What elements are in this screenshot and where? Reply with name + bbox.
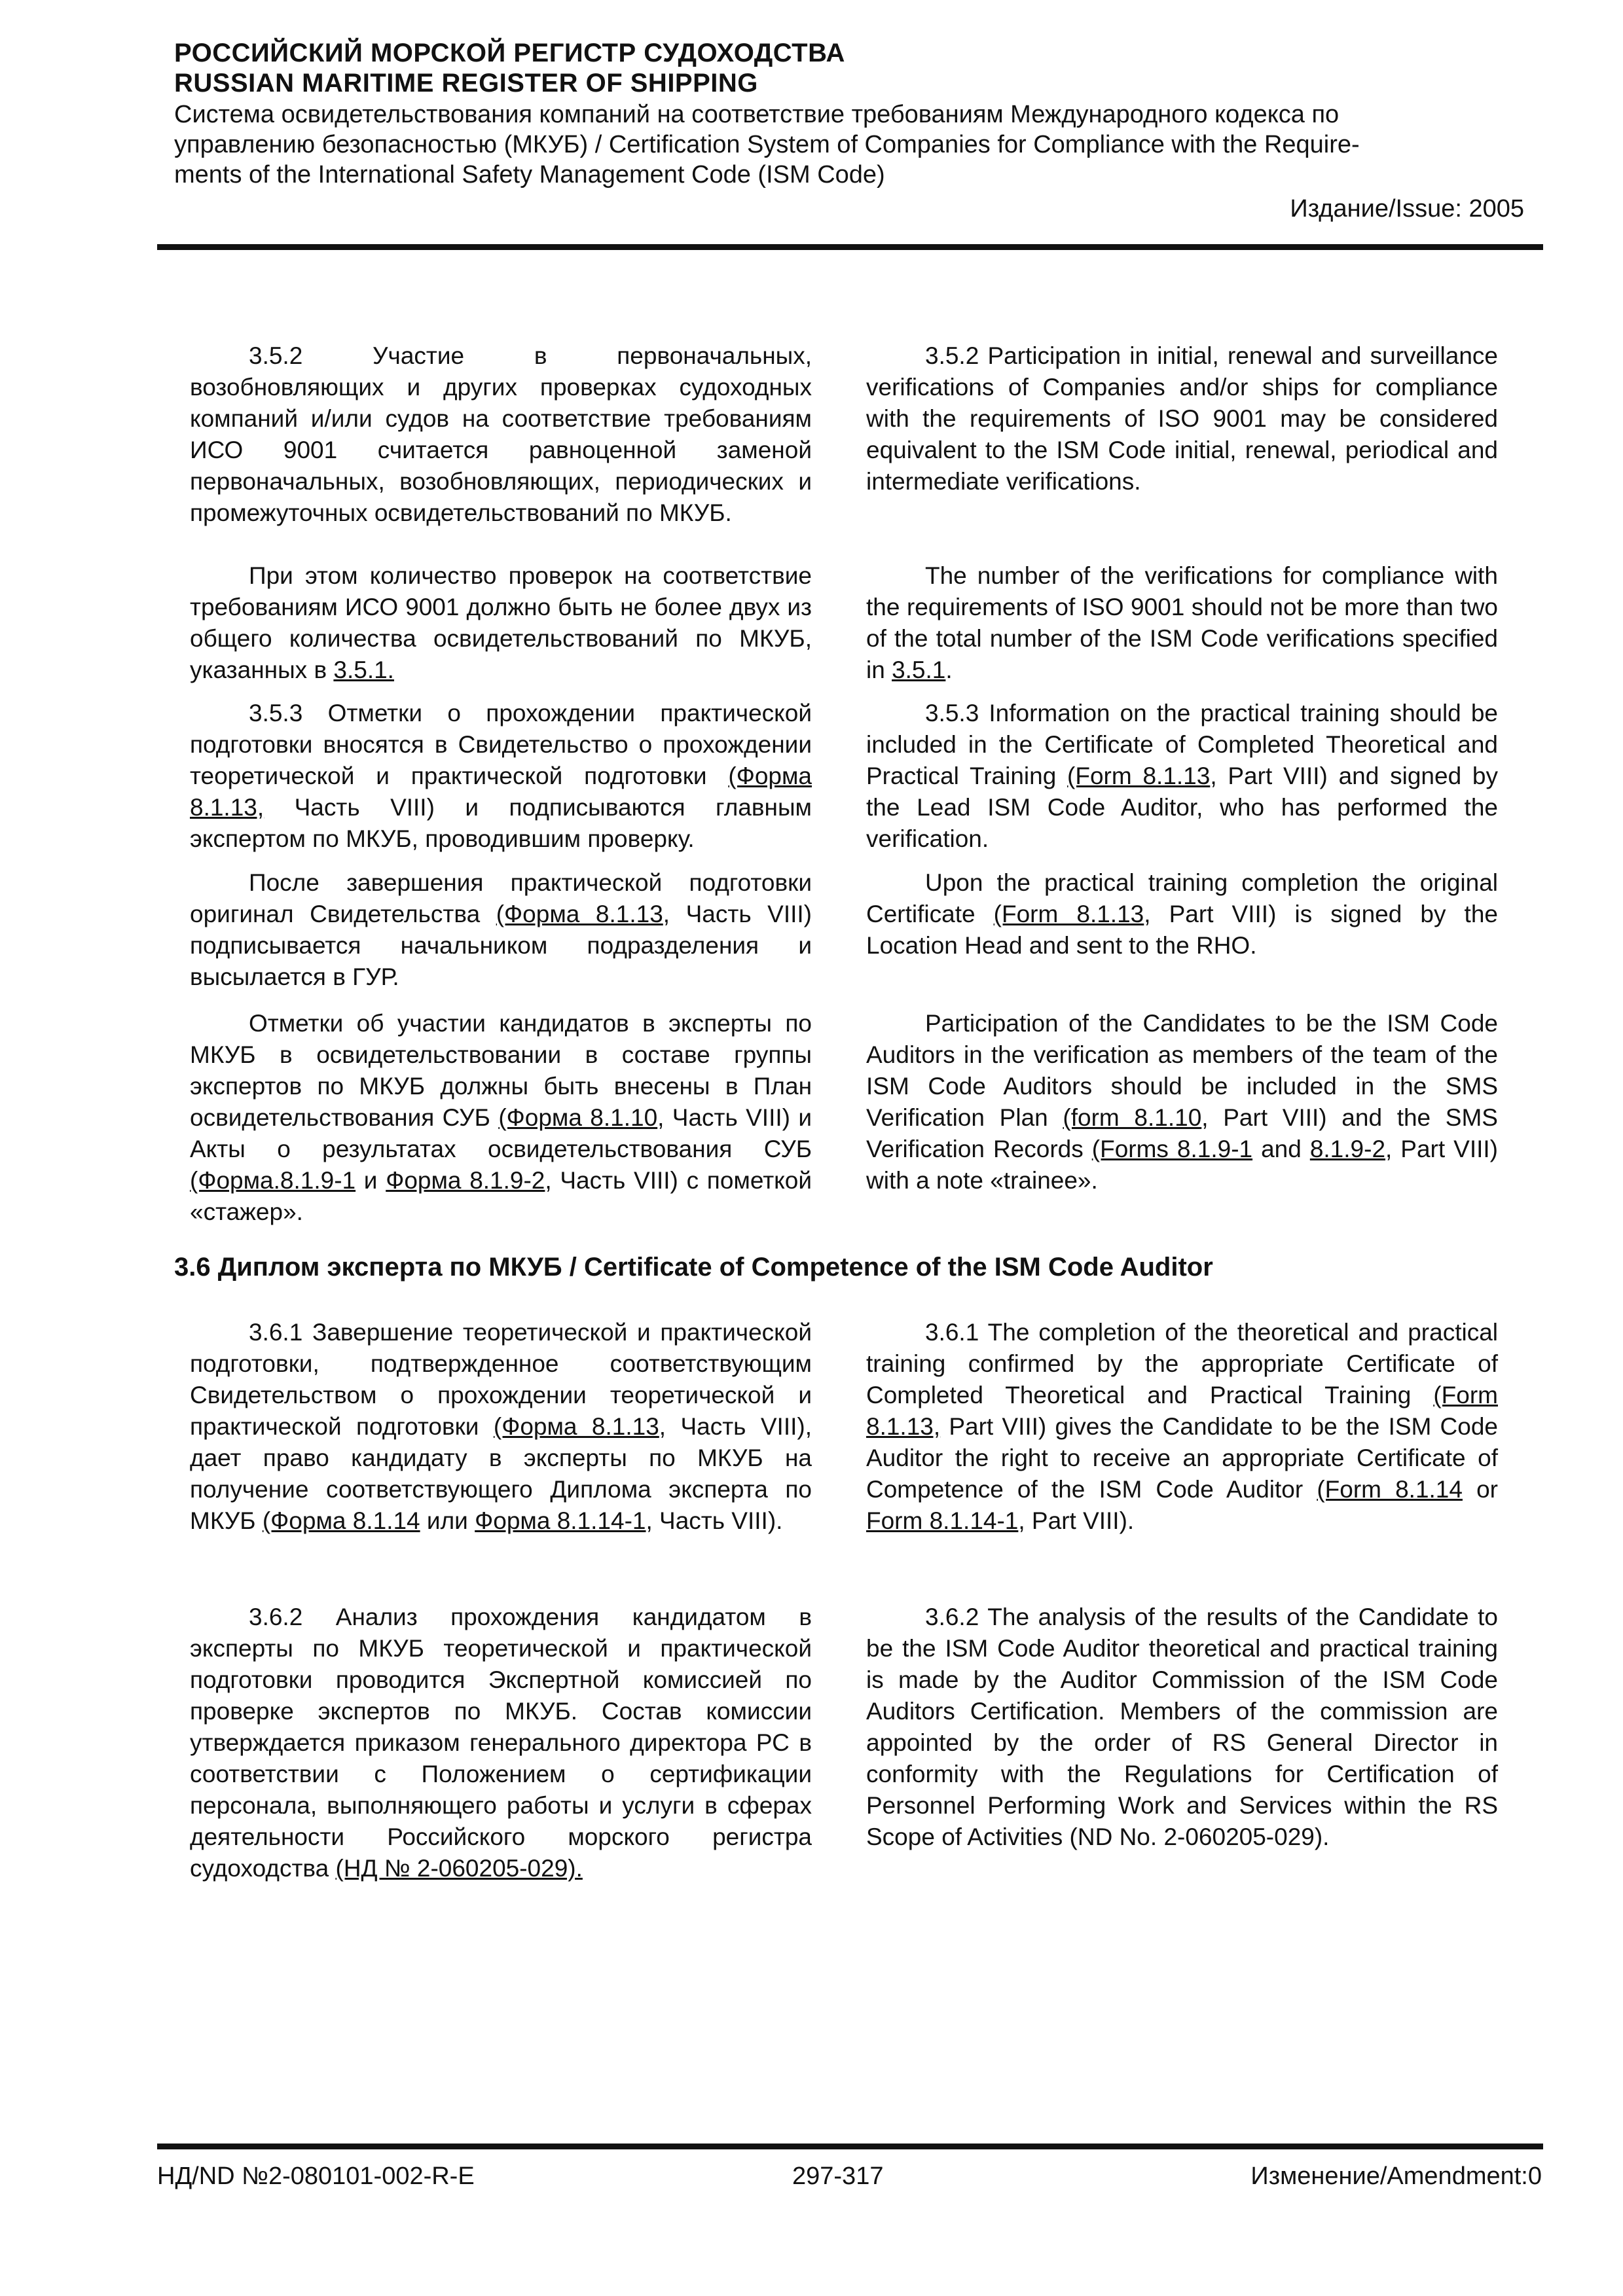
link-3-5-1[interactable]: 3.5.1 bbox=[892, 656, 946, 683]
text-run: and bbox=[1252, 1136, 1310, 1162]
paragraph-3-6-2-ru bbox=[190, 1602, 812, 1884]
text-run: , Часть VIII) с пометкой «стажер». bbox=[190, 1167, 812, 1225]
paragraph-iso-limit-en bbox=[866, 560, 1498, 686]
section-heading-3-6: 3.6 Диплом эксперта по МКУБ / Certificate of Competence of the ISM Code Auditor bbox=[174, 1253, 1213, 1282]
text-run: The number of the verifications for compliance with the requirements of ISO 9001 should not be more than two of the total number of the ISM Code verifications specified in bbox=[866, 562, 1498, 683]
text-run: , Часть VIII). bbox=[646, 1507, 783, 1534]
text-run: , Part VIII) and the SMS Verification Records bbox=[866, 1104, 1498, 1162]
header-divider bbox=[157, 244, 1543, 250]
paragraph-3-5-2-en bbox=[866, 340, 1498, 497]
link-form-8-1-9-2[interactable]: 8.1.9-2 bbox=[1309, 1136, 1386, 1162]
paragraph-3-6-1-ru bbox=[190, 1317, 812, 1537]
footer-amendment: Изменение/Amendment:0 bbox=[1250, 2162, 1542, 2190]
text-run: 3.5.2 Participation in initial, renewal and surveillance verifications of Companies and/or ships for compliance with the requirements of ISO 9001 may be considered equivalent to the ISM Code initial, renewal, periodical and intermediate verifications. bbox=[866, 342, 1498, 495]
link-form-8-1-9-1[interactable]: (Форма.8.1.9-1 bbox=[190, 1167, 356, 1194]
text-run: or bbox=[1462, 1476, 1499, 1503]
link-form-8-1-14[interactable]: (Форма 8.1.14 bbox=[262, 1507, 420, 1534]
paragraph-3-5-3-en bbox=[866, 698, 1498, 855]
paragraph-candidates-ru bbox=[190, 1008, 812, 1228]
footer-page-number: 297-317 bbox=[792, 2162, 884, 2190]
page-header bbox=[174, 38, 1524, 223]
footer-doc-number: НД/ND №2-080101-002-R-E bbox=[157, 2162, 475, 2190]
link-form-8-1-14-1[interactable]: Форма 8.1.14-1 bbox=[475, 1507, 646, 1534]
link-form-8-1-13[interactable]: (Форма 8.1.13 bbox=[493, 1413, 659, 1440]
text-run: После завершения практической подготовки оригинал Свидетельства bbox=[190, 869, 812, 927]
text-run: 3.5.2 Участие в первоначальных, возобновляющих и других проверках судоходных компаний и/или судов на соответствие требованиям ИСО 9001 считается равноценной заменой первоначальных, возобновляющих, периодических и промежуточных освидетельствований по МКУБ. bbox=[190, 342, 812, 526]
text-run: При этом количество проверок на соответствие требованиям ИСО 9001 должно быть не более двух из общего количества освидетельствований по МКУБ, указанных в bbox=[190, 562, 812, 683]
link-form-8-1-14-1[interactable]: Form 8.1.14-1 bbox=[866, 1507, 1019, 1534]
link-form-8-1-14[interactable]: (Form 8.1.14 bbox=[1317, 1476, 1463, 1503]
paragraph-iso-limit-ru bbox=[190, 560, 812, 686]
link-form-8-1-9-1[interactable]: (Forms 8.1.9-1 bbox=[1091, 1136, 1253, 1162]
link-form-8-1-13[interactable]: (Form 8.1.13 bbox=[1067, 762, 1211, 789]
text-run: 3.6.1 Завершение теоретической и практической подготовки, подтвержденное соответствующим Свидетельством о прохождении теоретической и практической подготовки bbox=[190, 1319, 812, 1440]
header-issue: Издание/Issue: 2005 bbox=[1290, 195, 1524, 223]
text-run: , Часть VIII) и Акты о результатах освидетельствования СУБ bbox=[190, 1104, 812, 1162]
paragraph-certificate-original-en bbox=[866, 867, 1498, 961]
text-run: , Part VIII) and signed by the Lead ISM Code Auditor, who has performed the verification. bbox=[866, 762, 1498, 852]
footer-divider bbox=[157, 2144, 1543, 2149]
text-run: 3.5.3 Отметки о прохождении практической подготовки вносятся в Свидетельство о прохождении теоретической и практической подготовки bbox=[190, 700, 812, 789]
text-run: 3.6.2 The analysis of the results of the Candidate to be the ISM Code Auditor theoretical and practical training is made by the Auditor Commission of the ISM Code Auditors Certification. Members of the commission are appointed by the order of RS General Director in conformity with the Regulations for Certification of Personnel Performing Work and Services within the RS Scope of Activities (ND No. 2-060205-029). bbox=[866, 1604, 1498, 1850]
header-title-en: RUSSIAN MARITIME REGISTER OF SHIPPING bbox=[174, 69, 758, 98]
link-form-8-1-13[interactable]: (Form 8.1.13 bbox=[993, 901, 1144, 927]
text-run: и bbox=[356, 1167, 386, 1194]
paragraph-3-6-2-en bbox=[866, 1602, 1498, 1853]
header-title-ru: РОССИЙСКИЙ МОРСКОЙ РЕГИСТР СУДОХОДСТВА bbox=[174, 39, 845, 67]
text-run: Part VIII) gives the Candidate to be the ISM Code Auditor the right to receive an appropriate Certificate of Competence of the ISM Code Auditor bbox=[866, 1413, 1498, 1503]
text-run: , Part VIII). bbox=[1018, 1507, 1135, 1534]
link-form-8-1-13[interactable]: (Форма 8.1.13, bbox=[190, 762, 812, 821]
text-run: 3.6.1 The completion of the theoretical and practical training confirmed by the appropriate Certificate of Completed Theoretical and Practical Training bbox=[866, 1319, 1498, 1408]
header-system-line-2: управлению безопасностью (МКУБ) / Certification System of Companies for Compliance with the Require- bbox=[174, 131, 1360, 158]
header-system-line-1: Система освидетельствования компаний на соответствие требованиям Международного кодекса по bbox=[174, 101, 1340, 128]
link-form-8-1-10[interactable]: (Форма 8.1.10 bbox=[498, 1104, 658, 1131]
text-run: 3.5.3 Information on the practical training should be included in the Certificate of Completed Theoretical and Practical Training bbox=[866, 700, 1498, 789]
paragraph-candidates-en bbox=[866, 1008, 1498, 1196]
text-run: , Часть VIII) подписывается начальником подразделения и высылается в ГУР. bbox=[190, 901, 812, 990]
link-nd-2-060205-029[interactable]: (НД № 2-060205-029). bbox=[335, 1855, 583, 1882]
text-run: Часть VIII) и подписываются главным экспертом по МКУБ, проводившим проверку. bbox=[190, 794, 812, 852]
link-form-8-1-13[interactable]: (Form 8.1.13, bbox=[866, 1382, 1498, 1440]
text-run: . bbox=[945, 656, 953, 683]
link-form-8-1-10[interactable]: (form 8.1.10 bbox=[1063, 1104, 1202, 1131]
text-run: , Часть VIII), дает право кандидату в эксперты по МКУБ на получение соответствующего Диплома эксперта по МКУБ bbox=[190, 1413, 812, 1534]
paragraph-certificate-original-ru bbox=[190, 867, 812, 993]
paragraph-3-5-3-ru bbox=[190, 698, 812, 855]
link-3-5-1[interactable]: 3.5.1. bbox=[333, 656, 394, 683]
text-run: , Part VIII) is signed by the Location Head and sent to the RHO. bbox=[866, 901, 1498, 959]
link-form-8-1-9-2[interactable]: Форма 8.1.9-2 bbox=[386, 1167, 545, 1194]
text-run: Upon the practical training completion the original Certificate bbox=[866, 869, 1498, 927]
link-form-8-1-13[interactable]: (Форма 8.1.13 bbox=[496, 901, 663, 927]
paragraph-3-5-2-ru bbox=[190, 340, 812, 529]
text-run: Participation of the Candidates to be the ISM Code Auditors in the verification as members of the team of the ISM Code Auditors should be included in the SMS Verification Plan bbox=[866, 1010, 1498, 1131]
text-run: Отметки об участии кандидатов в эксперты по МКУБ в освидетельствовании в составе группы экспертов по МКУБ должны быть внесены в План освидетельствования СУБ bbox=[190, 1010, 812, 1131]
paragraph-3-6-1-en bbox=[866, 1317, 1498, 1537]
text-run: , Part VIII) with a note «trainee». bbox=[866, 1136, 1498, 1194]
text-run: или bbox=[420, 1507, 475, 1534]
text-run: 3.6.2 Анализ прохождения кандидатом в эксперты по МКУБ теоретической и практической подготовки проводится Экспертной комиссией по проверке экспертов по МКУБ. Состав комиссии утверждается приказом генерального директора РС в соответствии с Положением о сертификации персонала, выполняющего работы и услуги в сферах деятельности Российского морского регистра судоходства bbox=[190, 1604, 812, 1882]
header-system-line-3: ments of the International Safety Management Code (ISM Code) bbox=[174, 161, 885, 188]
